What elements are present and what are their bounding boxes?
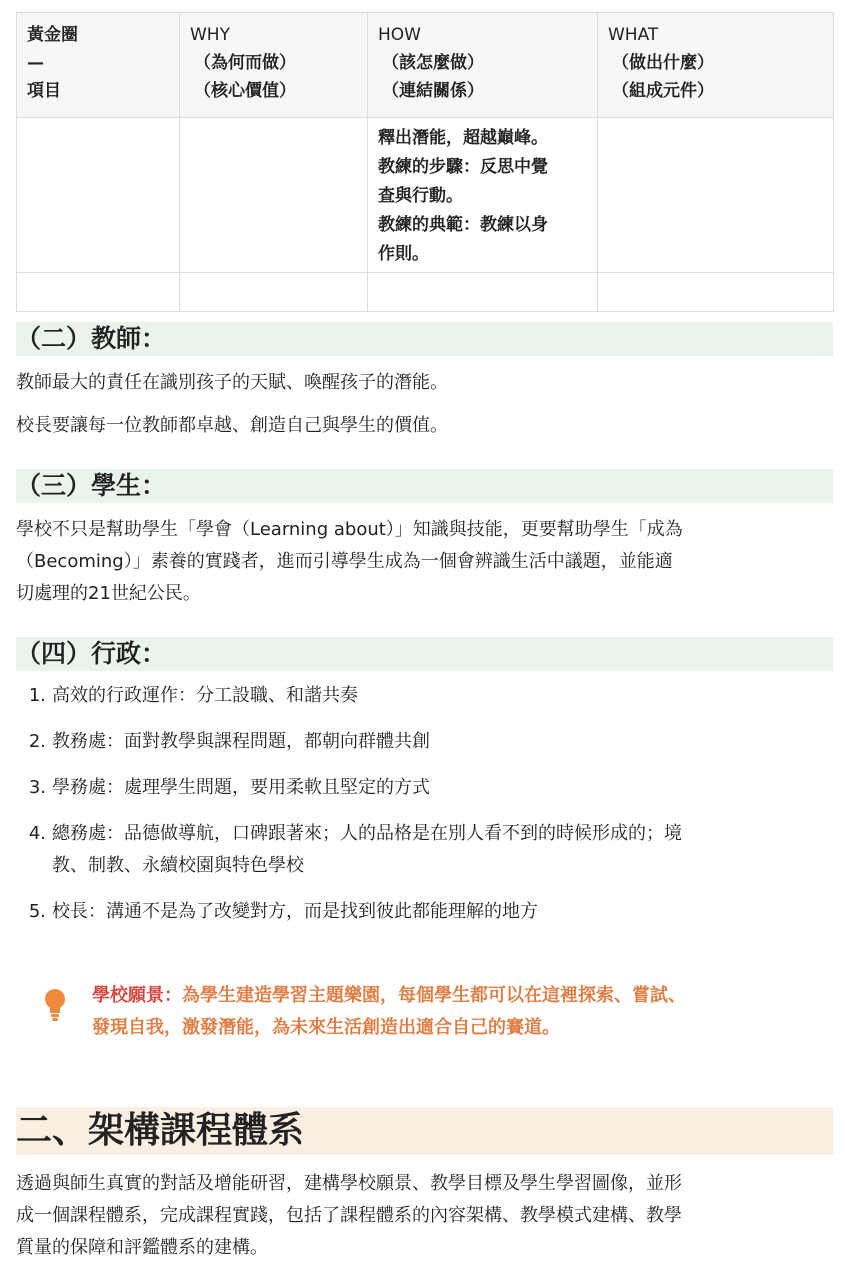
list-item <box>16 680 831 712</box>
cell-line: 釋出潛能，超越巔峰。 <box>378 128 548 148</box>
header-how <box>368 13 598 118</box>
list-number: 2. <box>28 731 46 752</box>
list-text: 校長：溝通不是為了改變對方，而是找到彼此都能理解的地方 <box>52 901 538 922</box>
header-line: （核心價值） <box>194 81 296 101</box>
callout-line: 發現自我，激發潛能，為未來生活創造出適合自己的賽道。 <box>92 1017 560 1038</box>
paragraph-line: 成一個課程體系，完成課程實踐，包括了課程體系的內容架構、教學模式建構、教學 <box>16 1205 682 1226</box>
list-text: 高效的行政運作：分工設職、和諧共奏 <box>52 685 358 706</box>
paragraph-line: 透過與師生真實的對話及增能研習，建構學校願景、教學目標及學生學習圖像，並形 <box>16 1173 682 1194</box>
header-item <box>17 13 180 118</box>
list-text: 教務處：面對教學與課程問題，都朝向群體共創 <box>52 731 430 752</box>
admin-heading: （四）行政： <box>16 637 833 671</box>
list-number: 5. <box>28 901 46 922</box>
header-line: WHY <box>190 25 230 45</box>
list-number: 1. <box>28 685 46 706</box>
admin-list <box>16 680 831 942</box>
table-cell <box>17 273 180 312</box>
paragraph-line: 質量的保障和評鑑體系的建構。 <box>16 1237 268 1258</box>
teacher-paragraph-2: 校長要讓每一位教師都卓越、創造自己與學生的價值。 <box>16 415 448 436</box>
cell-line: 教練的步驟：反思中覺 <box>378 157 548 177</box>
list-item <box>16 896 831 928</box>
header-line: （連結關係） <box>382 81 484 101</box>
student-paragraph <box>16 514 831 610</box>
how-cell <box>368 118 598 273</box>
table-cell <box>598 118 834 273</box>
header-why <box>180 13 368 118</box>
cell-line: 作則。 <box>378 244 429 264</box>
table-cell <box>368 273 598 312</box>
cell-line: 教練的典範：教練以身 <box>378 215 548 235</box>
student-heading: （三）學生： <box>16 469 833 503</box>
paragraph-line: 切處理的21世紀公民。 <box>16 583 201 604</box>
header-line: （做出什麼） <box>612 53 714 73</box>
table-cell <box>17 118 180 273</box>
list-text: 學務處：處理學生問題，要用柔軟且堅定的方式 <box>52 777 430 798</box>
teacher-paragraph-1: 教師最大的責任在識別孩子的天賦、喚醒孩子的潛能。 <box>16 372 448 393</box>
list-item <box>16 772 831 804</box>
list-item <box>16 818 831 882</box>
header-line: （組成元件） <box>612 81 714 101</box>
paragraph-line: 學校不只是幫助學生「學會（Learning about）」知識與技能，更要幫助學生「成為 <box>16 519 683 540</box>
header-line: 黃金圈 <box>27 25 78 45</box>
table-cell <box>180 273 368 312</box>
list-number: 4. <box>28 823 46 844</box>
list-text: 教、制教、永續校園與特色學校 <box>52 855 304 876</box>
cell-line: 查與行動。 <box>378 186 463 206</box>
table-cell <box>598 273 834 312</box>
lightbulb-icon <box>44 988 66 1022</box>
header-what <box>598 13 834 118</box>
table-row <box>17 118 834 273</box>
teacher-heading: （二）教師： <box>16 322 833 356</box>
callout-line: 為學生建造學習主題樂園，每個學生都可以在這裡探索、嘗試、 <box>182 985 686 1006</box>
header-line: 項目 <box>27 81 61 101</box>
header-line: WHAT <box>608 25 659 45</box>
table-cell <box>180 118 368 273</box>
section-paragraph <box>16 1168 831 1264</box>
list-text: 總務處：品德做導航，口碑跟著來；人的品格是在別人看不到的時候形成的；境 <box>52 823 682 844</box>
header-line: — <box>27 53 44 73</box>
callout-label: 學校願景： <box>92 985 182 1006</box>
table-row <box>17 273 834 312</box>
paragraph-line: （Becoming）」素養的實踐者，進而引導學生成為一個會辨識生活中議題，並能適 <box>16 551 673 572</box>
table-header-row <box>17 13 834 118</box>
header-line: （該怎麼做） <box>382 53 484 73</box>
header-line: （為何而做） <box>194 53 296 73</box>
section-heading: 二、架構課程體系 <box>16 1107 833 1155</box>
list-number: 3. <box>28 777 46 798</box>
header-line: HOW <box>378 25 421 45</box>
list-item <box>16 726 831 758</box>
callout-text <box>92 980 686 1044</box>
golden-circle-table <box>16 12 834 312</box>
